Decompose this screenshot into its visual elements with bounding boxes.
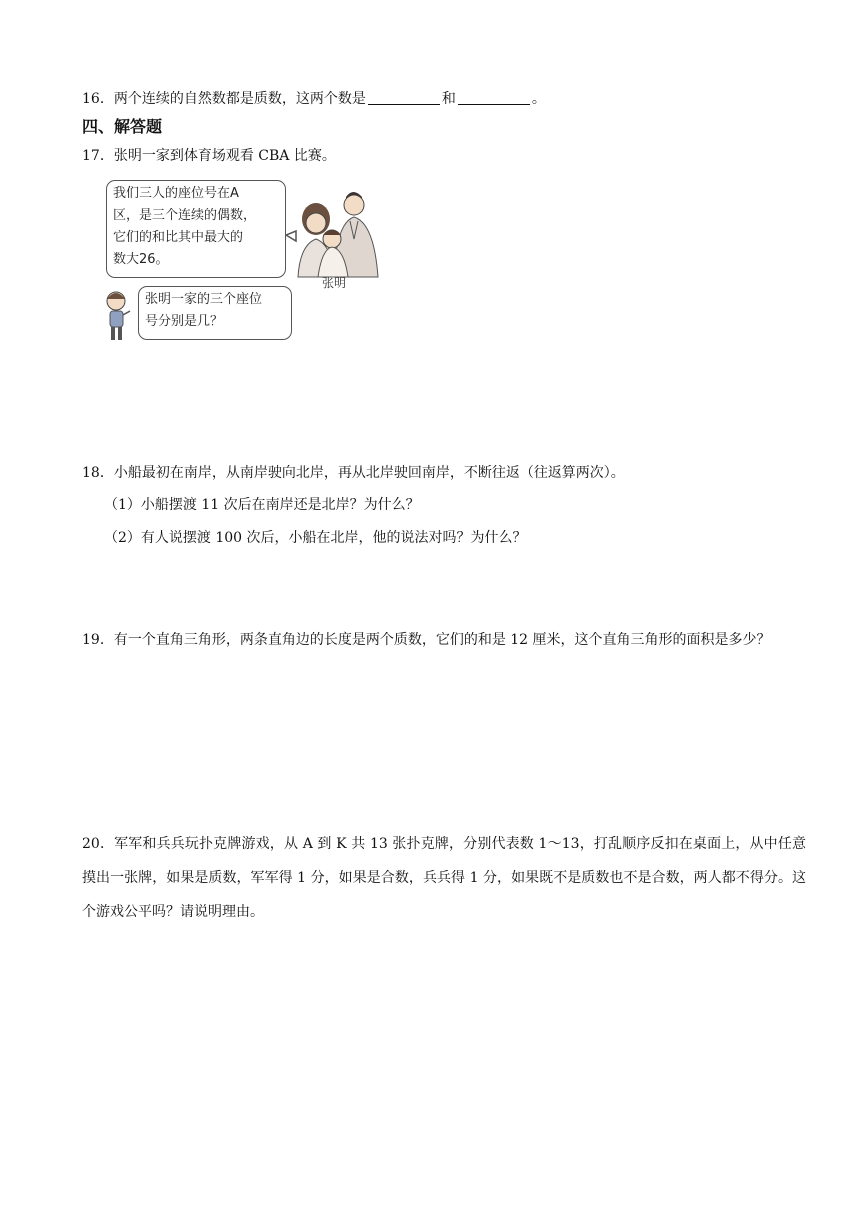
question-16-text: 16．两个连续的自然数都是质数，这两个数是: [82, 91, 366, 107]
question-16-end: 。: [531, 91, 546, 107]
speech-bubble-question: [138, 286, 292, 340]
question-16: [82, 89, 546, 109]
speech-bubble-parents: [106, 180, 286, 278]
bubble1-line2: 区，是三个连续的偶数，: [113, 208, 257, 223]
family-illustration: [286, 177, 396, 287]
bubble2-line1: 张明一家的三个座位: [145, 292, 263, 307]
answer-blank-2[interactable]: [458, 90, 530, 105]
bubble2-line2: 号分别是几？: [145, 314, 224, 329]
question-18-sub2: （2）有人说摆渡 100 次后，小船在北岸，他的说法对吗？为什么？: [104, 530, 527, 546]
boy-icon: [102, 287, 132, 343]
question-18-text: 18．小船最初在南岸，从南岸驶向北岸，再从北岸驶回南岸，不断往返（往返算两次）。: [82, 465, 625, 481]
bubble1-line1: 我们三人的座位号在A: [113, 186, 239, 201]
bubble1-line3: 它们的和比其中最大的: [113, 230, 244, 245]
question-18-sub1: （1）小船摆渡 11 次后在南岸还是北岸？为什么？: [104, 497, 420, 513]
question-16-mid: 和: [441, 91, 456, 107]
question-17-text: 17．张明一家到体育场观看 CBA 比赛。: [82, 148, 336, 164]
section-heading: 四、解答题: [82, 117, 163, 136]
zhangming-name-label: 张明: [322, 276, 347, 290]
bubble1-line4: 数大26。: [113, 252, 169, 267]
question-19-text: 19．有一个直角三角形，两条直角边的长度是两个质数，它们的和是 12 厘米，这个直角三角形的面积是多少？: [82, 632, 771, 648]
question-20-text: 20．军军和兵兵玩扑克牌游戏，从 A 到 K 共 13 张扑克牌，分别代表数 1～13，打乱顺序反扣在桌面上，从中任意摸出一张牌，如果是质数，军军得 1 分，如果是合数，兵兵得 1 分，如果既不是质数也不是合数，两人都不得分。这个游戏公平吗？请说明理由。: [82, 836, 806, 920]
answer-blank-1[interactable]: [368, 90, 440, 105]
question-17-illustration: [100, 175, 400, 345]
